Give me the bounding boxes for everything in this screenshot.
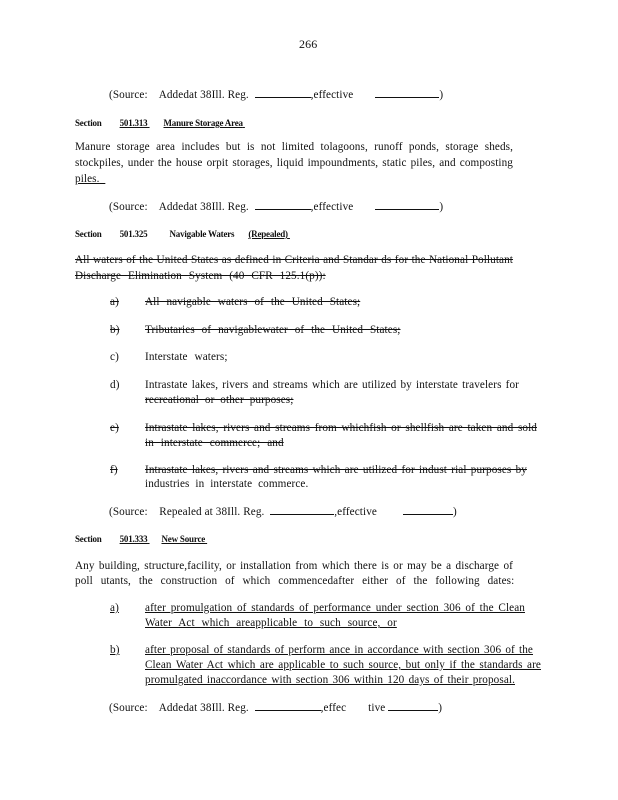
paragraph-line: poll utants, the construction of which commencedafter either of the following dates: [75, 575, 515, 587]
source-note: (Source: Addedat 38Ill. Reg. ,effective ) [109, 201, 444, 213]
paragraph-line: Any building, structure,facility, or installation from which there is or may be a discharge of [75, 560, 513, 572]
list-item-letter: a) [110, 602, 119, 614]
section-heading: Section 501.333 New Source [75, 534, 206, 544]
paragraph-line: piles. [75, 173, 100, 185]
list-item-text: recreational or other purposes; [145, 394, 294, 406]
list-item-text: Intrastate lakes, rivers and streams which are utilized by interstate travelers for [145, 379, 519, 391]
list-item-text: Intrastate lakes, rivers and streams from whichfish or shellfish are taken and sold [145, 422, 537, 434]
source-note: (Source: Repealed at 38Ill. Reg. ,effective ) [109, 506, 457, 518]
section-heading: Section 501.313 Manure Storage Area [75, 118, 243, 128]
list-item-letter: a) [110, 296, 119, 308]
section-heading: Section 501.325 Navigable Waters (Repealed) [75, 229, 288, 239]
paragraph-line: All waters of the United States as defined in Criteria and Standar ds for the National Pollutant [75, 254, 513, 266]
list-item-text: Clean Water Act which are applicable to such source, but only if the standards are [145, 659, 541, 671]
list-item-letter: c) [110, 351, 119, 363]
list-item-text: Interstate waters; [145, 351, 228, 363]
list-item-text: All navigable waters of the United States; [145, 296, 361, 308]
list-item-letter: d) [110, 379, 120, 391]
list-item-letter: e) [110, 422, 119, 434]
list-item-letter: f) [110, 464, 118, 476]
paragraph-line: Manure storage area includes but is not limited tolagoons, runoff ponds, storage sheds, [75, 141, 513, 153]
list-item-text: in interstate commerce; and [145, 437, 284, 449]
page-number: 266 [299, 37, 318, 51]
list-item-text: after promulgation of standards of performance under section 306 of the Clean [145, 602, 525, 614]
source-note: (Source: Addedat 38Ill. Reg. ,effec tive ) [109, 702, 443, 714]
list-item-text: promulgated inaccordance with section 306 within 120 days of their proposal. [145, 674, 515, 686]
source-note: (Source: Addedat 38Ill. Reg. ,effective ) [109, 89, 444, 101]
list-item-letter: b) [110, 644, 120, 656]
list-item-text: Tributaries of navigablewater of the United States; [145, 324, 401, 336]
list-item-text: after proposal of standards of perform ance in accordance with section 306 of the [145, 644, 533, 656]
list-item-letter: b) [110, 324, 120, 336]
list-item-text: industries in interstate commerce. [145, 478, 309, 490]
paragraph-line: stockpiles, under the house orpit storages, liquid impoundments, static piles, and composting [75, 157, 513, 169]
list-item-text: Intrastate lakes, rivers and streams which are utilized for indust rial purposes by [145, 464, 527, 476]
list-item-text: Water Act which areapplicable to such source, or [145, 617, 397, 629]
paragraph-line: Discharge Elimination System (40 CFR 125.1(p)): [75, 270, 326, 282]
